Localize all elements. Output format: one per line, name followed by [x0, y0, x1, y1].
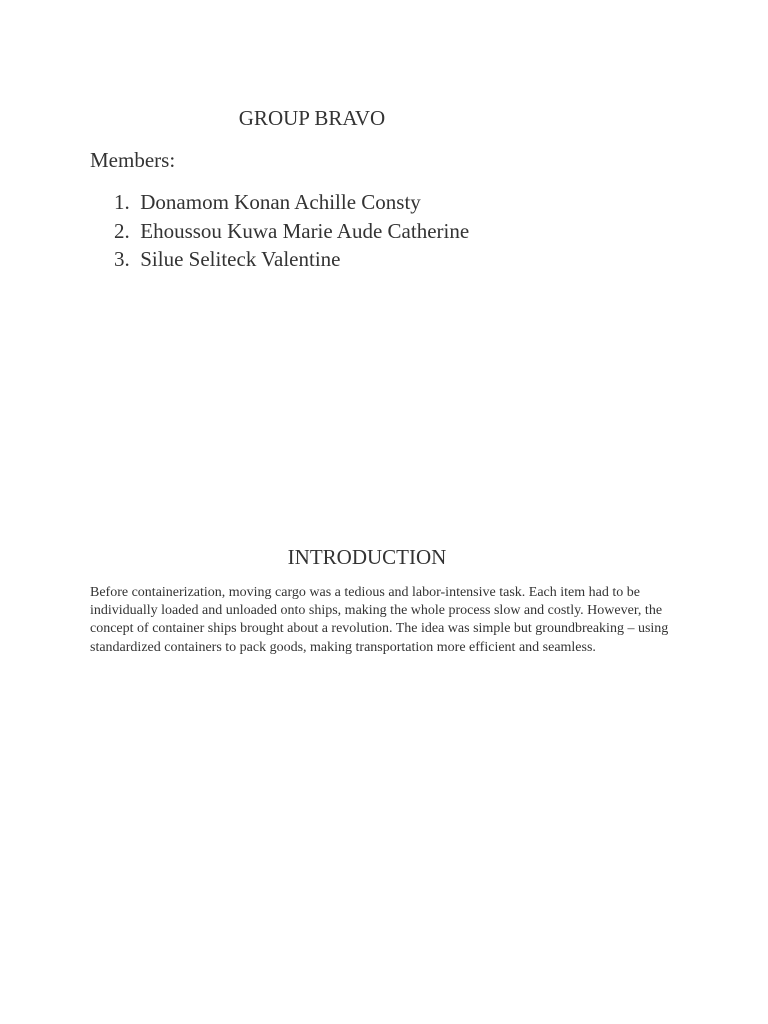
members-list [114, 188, 469, 274]
group-title: GROUP BRAVO [238, 106, 386, 130]
introduction-heading: INTRODUCTION [287, 545, 447, 569]
members-label: Members: [90, 148, 176, 172]
member-name: Silue Seliteck Valentine [140, 247, 341, 271]
introduction-paragraph: Before containerization, moving cargo was a tedious and labor-intensive task. Each item had to be individually loaded and unloaded onto ships, making the whole process slow and costly. However, the concept of container ships brought about a revolution. The idea was simple but groundbreaking – using standardized containers to pack goods, making transportation more efficient and seamless. [90, 585, 669, 655]
member-number: 3. [114, 247, 130, 271]
member-item [114, 245, 469, 274]
member-number: 2. [114, 218, 130, 243]
member-name: Donamom Konan Achille Consty [140, 190, 421, 214]
member-item [114, 188, 469, 217]
member-number: 1. [114, 190, 130, 214]
member-item [114, 217, 469, 246]
member-name: Ehoussou Kuwa Marie Aude Catherine [140, 218, 470, 243]
